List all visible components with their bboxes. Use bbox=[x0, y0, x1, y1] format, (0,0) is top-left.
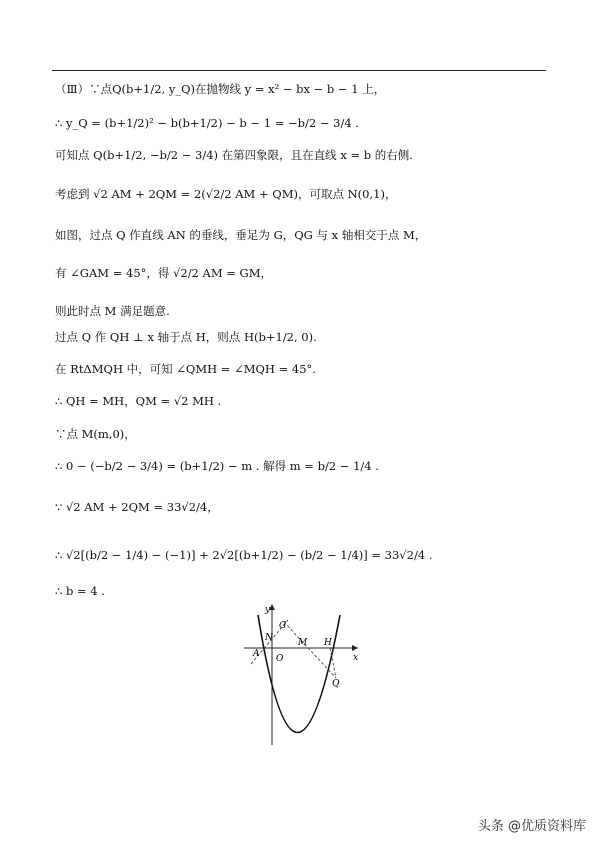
text-line-1: （Ⅲ）∵点Q(b+1/2, y_Q)在抛物线 y = x² − bx − b − 1 上， bbox=[55, 82, 386, 96]
text-line-15: ∴ b = 4 . bbox=[55, 584, 105, 598]
text-line-2: ∴ y_Q = (b+1/2)² − b(b+1/2) − b − 1 = −b/2 − 3/4 . bbox=[55, 116, 359, 130]
label-Q: Q bbox=[332, 679, 340, 689]
header-rule bbox=[52, 70, 546, 71]
watermark: 头条 @优质资料库 bbox=[477, 819, 586, 834]
text-line-13: ∵ √2 AM + 2QM = 33√2/4， bbox=[55, 500, 219, 514]
label-y: y bbox=[265, 605, 271, 615]
parabola-figure bbox=[236, 600, 366, 750]
x-axis-arrow bbox=[352, 645, 358, 651]
label-H: H bbox=[324, 638, 332, 648]
label-M: M bbox=[298, 638, 308, 648]
label-G: G bbox=[279, 621, 287, 631]
label-O: O bbox=[276, 654, 284, 664]
text-line-7: 则此时点 M 满足题意. bbox=[55, 304, 170, 318]
text-line-10: ∴ QH = MH，QM = √2 MH . bbox=[55, 394, 222, 408]
text-line-8: 过点 Q 作 QH ⊥ x 轴于点 H，则点 H(b+1/2, 0). bbox=[55, 330, 317, 344]
text-line-9: 在 RtΔMQH 中，可知 ∠QMH = ∠MQH = 45°. bbox=[55, 362, 316, 376]
label-A: A bbox=[253, 649, 260, 659]
text-line-4: 考虑到 √2 AM + 2QM = 2(√2/2 AM + QM)，可取点 N(0,1)， bbox=[55, 187, 397, 201]
text-line-5: 如图，过点 Q 作直线 AN 的垂线，垂足为 G，QG 与 x 轴相交于点 M， bbox=[55, 228, 427, 242]
label-N: N bbox=[265, 633, 273, 643]
text-line-3: 可知点 Q(b+1/2, −b/2 − 3/4) 在第四象限，且在直线 x = b 的右侧. bbox=[55, 148, 413, 162]
text-line-12: ∴ 0 − (−b/2 − 3/4) = (b+1/2) − m . 解得 m = b/2 − 1/4 . bbox=[55, 459, 379, 473]
text-line-11: ∵点 M(m,0)， bbox=[55, 427, 136, 441]
text-line-6: 有 ∠GAM = 45°，得 √2/2 AM = GM， bbox=[55, 266, 273, 280]
text-line-14: ∴ √2[(b/2 − 1/4) − (−1)] + 2√2[(b+1/2) − (b/2 − 1/4)] = 33√2/4 . bbox=[55, 548, 433, 562]
label-x: x bbox=[353, 653, 359, 663]
